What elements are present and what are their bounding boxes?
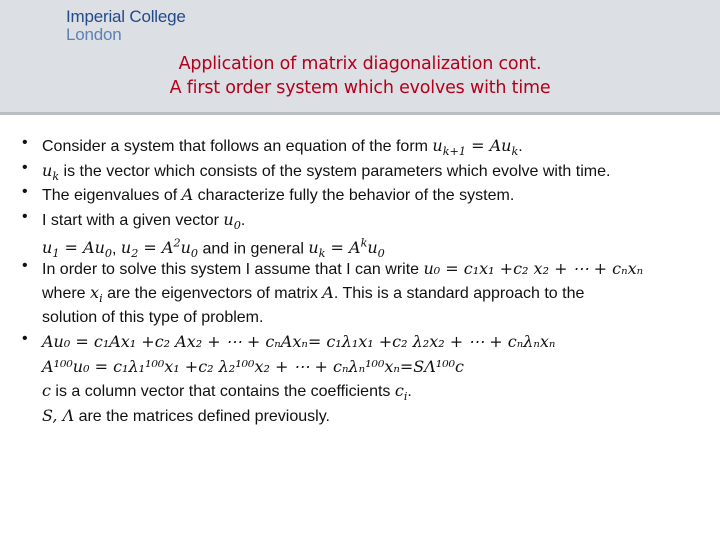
title-line-1: Application of matrix diagonalization cont. (178, 54, 542, 74)
math-run: $u_0$ (223, 209, 241, 232)
bullet-text: The eigenvalues of A characterize fully the behavior of the system. (42, 185, 515, 204)
bullet-list (22, 134, 702, 428)
slide-title (0, 52, 720, 100)
bullet-marker: • (22, 158, 28, 176)
logo-line-1: Imperial College (66, 7, 186, 26)
bullet-marker: • (22, 330, 28, 347)
bullet-text: Consider a system that follows an equation of the form $u_{k+1} = Au_k$. (42, 136, 523, 159)
bullet-text (42, 159, 702, 184)
bullet-item-2 (22, 159, 702, 184)
text-run: Consider a system that follows an equation of the form (42, 138, 433, 155)
logo-line-2: London (66, 25, 122, 44)
bullet-text: I start with a given vector $u_0$. (42, 209, 246, 232)
text-run: is the vector which consists of the system parameters which evolve with time. (59, 162, 611, 180)
equation-line-2: A¹⁰⁰u₀ = c₁λ₁¹⁰⁰x₁ +c₂ λ₂¹⁰⁰x₂ + ⋯ + cₙλₙ¹⁰⁰xₙ=SΛ¹⁰⁰c (42, 356, 464, 376)
bullet-text-line-3: solution of this type of problem. (42, 308, 264, 326)
bullet-item-3 (22, 183, 702, 208)
math-run: A (181, 185, 194, 204)
bullet-marker: • (22, 134, 28, 151)
equation-line-1: Au₀ = c₁Ax₁ +c₂ Ax₂ + ⋯ + cₙAxₙ= c₁λ₁x₁ +c₂ λ₂x₂ + ⋯ + cₙλₙxₙ (42, 332, 556, 351)
bullet-item-4 (22, 207, 702, 261)
title-line-2: A first order system which evolves with time (169, 78, 551, 98)
header-band (0, 0, 720, 115)
bullet-text: In order to solve this system I assume that I can write u₀ = c₁x₁ +c₂ x₂ + ⋯ + cₙxₙ (42, 258, 644, 278)
bullet-marker: • (22, 207, 28, 225)
equation-line: $u_1 = Au_0$, $u_2 = A^2u_0$ and in general $u_k = A^ku_0$ (42, 237, 385, 261)
bullet-item-5 (22, 257, 702, 331)
note-line-1: c is a column vector that contains the coefficients $c_i$. (42, 381, 412, 404)
imperial-college-logo (66, 8, 186, 44)
bullet-marker: • (22, 183, 28, 200)
bullet-item-6 (22, 330, 702, 428)
expansion-equation: u₀ = c₁x₁ +c₂ x₂ + ⋯ + cₙxₙ (423, 258, 644, 278)
math-run: $u_{k+1} = Au_k$ (432, 136, 519, 159)
note-line-2: S, Λ are the matrices defined previously. (42, 405, 330, 425)
bullet-item-1 (22, 134, 702, 159)
bullet-text-line-2: where $x_i$ are the eigenvectors of matrix A. This is a standard approach to the (42, 283, 585, 306)
math-run: $u_k$ (42, 160, 60, 183)
bullet-marker: • (22, 256, 28, 274)
